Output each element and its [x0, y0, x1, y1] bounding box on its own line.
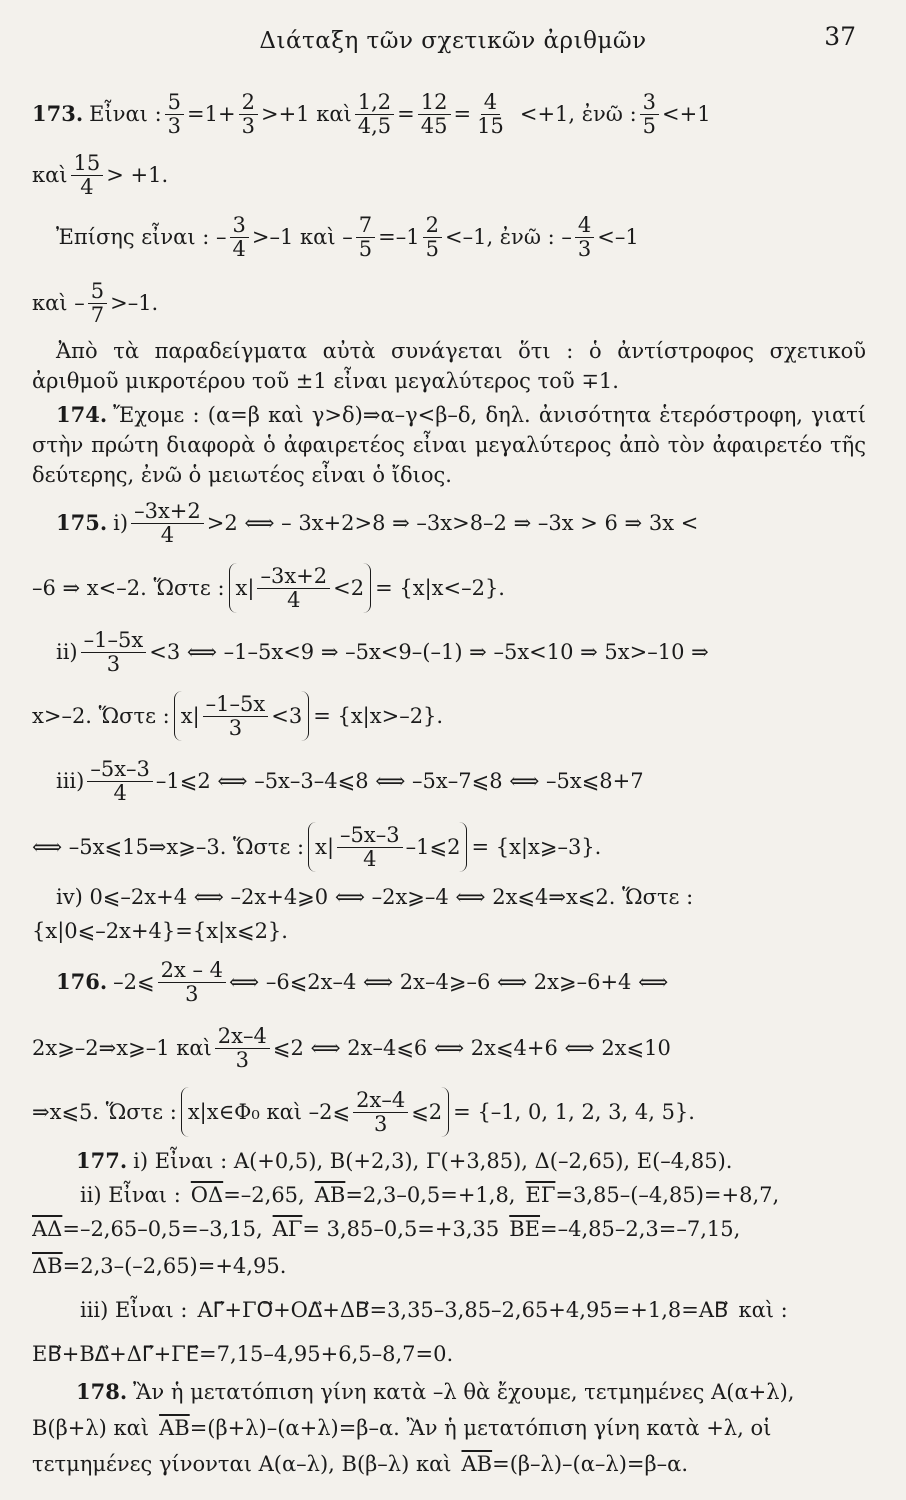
text-run: Εἶναι : [89, 101, 162, 126]
fraction: $\frac{12}{45}$ [418, 91, 451, 136]
fraction: $\frac{2x - 4}{3}$ [158, 959, 226, 1004]
exercise-178-line-3 [32, 1446, 866, 1482]
set-braces: x| $\frac{-5x-3}{4}$ –1⩽2 [308, 822, 467, 871]
text-run: –1⩽2 ⟺ –5x–3–4⩽8 ⟺ –5x–7⩽8 ⟺ –5x⩽8+7 [155, 768, 644, 793]
exercise-175-iv-line-1 [32, 880, 866, 914]
text-run: =1+ [187, 101, 236, 126]
exercise-175-ii-line-2 [32, 684, 866, 748]
exercise-175-iv-line-2 [32, 914, 866, 948]
fraction: $\frac{2}{5}$ [423, 214, 442, 259]
exercise-173-line-2 [32, 146, 866, 204]
item-label: i) [113, 510, 129, 535]
fraction: $\frac{1,2}{4,5}$ [355, 91, 394, 136]
exercise-173-line-3 [32, 204, 866, 270]
text-run: ⩽2 ⟺ 2x–4⩽6 ⟺ 2x⩽4+6 ⟺ 2x⩽10 [272, 1035, 671, 1060]
fraction: $\frac{-5x-3}{4}$ [87, 758, 153, 803]
exercise-177-ii-line-3 [32, 1246, 866, 1286]
segment-eg: $\overline{E\Gamma}$ [525, 1182, 556, 1207]
text-run: =(β–λ)–(α–λ)=β–α. [492, 1451, 689, 1476]
exercise-176-line-1 [32, 948, 866, 1016]
exercise-175-i-line-1 [32, 490, 866, 556]
fraction: $\frac{4}{15}$ [477, 90, 504, 138]
fraction: $\frac{3}{4}$ [230, 214, 249, 259]
fraction: $\frac{15}{4}$ [71, 152, 104, 197]
running-header-title: Διάταξη τῶν σχετικῶν ἀριθμῶν [259, 28, 647, 54]
text-run: <+1, ἐνῶ : [519, 101, 637, 126]
fraction: $\frac{-5x-3}{4}$ [337, 824, 403, 869]
fraction: $\frac{2x-4}{3}$ [353, 1089, 408, 1134]
exercise-number: 174. [56, 402, 108, 427]
text-run: >–1. [110, 290, 159, 315]
fraction: $\frac{-3x+2}{4}$ [131, 500, 204, 545]
fraction: $\frac{2x-4}{3}$ [215, 1025, 270, 1070]
segment-ab: $\overline{AB}$ [159, 1415, 190, 1440]
text-run: ⟺ –6⩽2x–4 ⟺ 2x–4⩾–6 ⟺ 2x⩾–6+4 ⟺ [229, 969, 669, 994]
text-run: iv) 0⩽–2x+4 ⟺ –2x+4⩾0 ⟺ –2x⩾–4 ⟺ 2x⩽4⇒x⩽2. Ὥστε : [56, 884, 694, 909]
segment-be: $\overline{BE}$ [509, 1216, 541, 1241]
text-run: ⟺ –5x⩽15⇒x⩾–3. Ὥστε : [32, 834, 305, 859]
exercise-175-iii-line-2 [32, 814, 866, 880]
text-run: =3,35–3,85–2,65+4,95=+1,8= [369, 1297, 699, 1322]
text-run: Ἐπίσης εἶναι : – [56, 224, 227, 249]
set-braces: x| $\frac{-3x+2}{4}$ <2 [229, 563, 372, 612]
exercise-176-line-2 [32, 1016, 866, 1080]
item-label: ii) [56, 639, 78, 664]
text-run: <–1, ἐνῶ : – [444, 224, 572, 249]
fraction: $\frac{5}{3}$ [165, 91, 184, 136]
exercise-number: 175. [56, 509, 108, 535]
text-run: =–2,65, [223, 1182, 305, 1207]
segment-ab: $\overline{AB}$ [314, 1182, 346, 1207]
text-run: =–4,85–2,3=–7,15, [540, 1216, 741, 1241]
text-run: = 3,85–0,5=+3,35 [302, 1216, 500, 1241]
exercise-number: 177. [76, 1147, 128, 1173]
text-run: τετμημένες γίνονται Α(α–λ), Β(β–λ) καὶ [32, 1451, 452, 1476]
text-run: καὶ – [32, 290, 85, 315]
item-label: iii) [56, 768, 85, 793]
text-run: =2,3–0,5=+1,8, [345, 1182, 516, 1207]
exercise-178-line-1 [32, 1374, 866, 1410]
exercise-177-iii-line-1 [32, 1286, 866, 1334]
segment-db: $\overline{\Delta B}$ [32, 1253, 63, 1278]
text-run: Ἂν ἡ μετατόπιση γίνη κατὰ –λ θὰ ἔχουμε, τετμημένες Α(α+λ), [133, 1379, 795, 1404]
exercise-173-conclusion: Ἀπὸ τὰ παραδείγματα αὐτὰ συνάγεται ὅτι : ὁ ἀντίστροφος σχετικοῦ ἀριθμοῦ μικροτέρου τοῦ ±1 εἶναι μεγαλύτερος τοῦ ∓1. [32, 339, 866, 393]
exercise-174-text: Ἔχομε : (α=β καὶ γ>δ)⇒α–γ<β–δ, δηλ. ἀνισότητα ἑτερόστροφη, γιατί στὴν πρώτη διαφορὰ ὁ ἀφαιρετέος εἶναι μεγαλύτερος ἀπὸ τὸν ἀφαιρετέο τῆς δεύτερης, ἐνῶ ὁ μειωτέος εἶναι ὁ ἴδιος. [32, 403, 866, 487]
exercise-177-iii-line-2 [32, 1334, 866, 1374]
vector-sum: ΕΒ⃗+ΒΔ⃗+ΔΓ⃗+ΓΕ⃗ [32, 1341, 200, 1366]
text-run: καὶ [32, 162, 68, 187]
text-run: >–1 καὶ – [251, 224, 353, 249]
fraction: $\frac{-1-5x}{3}$ [203, 693, 269, 738]
text-run: =3,85–(–4,85)=+8,7, [555, 1182, 780, 1207]
text-run: Β(β+λ) καὶ [32, 1415, 150, 1440]
text-run: i) Εἶναι : Α(+0,5), Β(+2,3), Γ(+3,85), Δ(–2,65), Ε(–4,85). [133, 1148, 733, 1173]
text-run: = [453, 101, 472, 126]
text-run: = {–1, 0, 1, 2, 3, 4, 5}. [453, 1099, 695, 1124]
text-run: = {x|x⩾–3}. [471, 834, 602, 859]
text-run: –2⩽ [113, 969, 155, 994]
text-run: = {x|x<–2}. [375, 575, 505, 600]
fraction: $\frac{2}{3}$ [239, 91, 258, 136]
segment-ag: $\overline{A\Gamma}$ [272, 1216, 303, 1241]
exercise-177-ii-line-1 [32, 1178, 866, 1212]
text-run: =–2,65–0,5=–3,15, [62, 1216, 263, 1241]
exercise-178-line-2 [32, 1410, 866, 1446]
exercise-176-line-3 [32, 1080, 866, 1144]
fraction: $\frac{7}{5}$ [356, 214, 375, 259]
text-run: =2,3–(–2,65)=+4,95. [62, 1253, 287, 1278]
page-number: 37 [824, 22, 856, 51]
text-run: <+1 [662, 101, 711, 126]
fraction: $\frac{-3x+2}{4}$ [257, 565, 330, 610]
text-run: = {x|x>–2}. [313, 703, 444, 728]
segment-ad: $\overline{A\Delta}$ [32, 1216, 63, 1241]
text-run: ⇒x⩽5. Ὥστε : [32, 1099, 177, 1124]
exercise-173-line-1 [32, 82, 866, 146]
vector-sum: ΑΓ⃗+ΓΟ⃗+ΟΔ⃗+ΔΒ⃗ [197, 1297, 370, 1322]
text-run: >+1 καὶ [260, 101, 352, 126]
text-run: {x|0⩽–2x+4}={x|x⩽2}. [32, 918, 288, 943]
text-run: >2 ⟺ – 3x+2>8 ⇒ –3x>8–2 ⇒ –3x > 6 ⇒ 3x < [206, 510, 699, 535]
exercise-175-i-line-2 [32, 556, 866, 620]
text-run: =–1 [378, 224, 420, 249]
page-content [32, 82, 866, 1482]
set-braces: x| $\frac{-1-5x}{3}$ <3 [174, 691, 309, 740]
text-run: 2x⩾–2⇒x⩾–1 καὶ [32, 1035, 212, 1060]
text-run: ii) Εἶναι : [80, 1182, 181, 1207]
exercise-175-ii-line-1 [32, 620, 866, 684]
exercise-number: 178. [76, 1378, 128, 1404]
text-run: <3 ⟺ –1–5x<9 ⇒ –5x<9–(–1) ⇒ –5x<10 ⇒ 5x>–10 ⇒ [149, 639, 709, 664]
text-run: –6 ⇒ x<–2. Ὥστε : [32, 575, 225, 600]
fraction: $\frac{-1-5x}{3}$ [81, 629, 147, 674]
segment-od: $\overline{O\Delta}$ [190, 1182, 224, 1207]
fraction: $\frac{5}{7}$ [88, 280, 107, 325]
text-run: καὶ : [738, 1297, 788, 1322]
exercise-177-ii-line-2 [32, 1212, 866, 1246]
text-run: x>–2. Ὥστε : [32, 703, 170, 728]
text-run: = [397, 101, 415, 126]
text-run: <–1 [597, 224, 639, 249]
exercise-177-i [32, 1144, 866, 1178]
exercise-175-iii-line-1 [32, 748, 866, 814]
segment-ab: $\overline{AB}$ [461, 1451, 493, 1476]
text-run: =7,15–4,95+6,5–8,7=0. [199, 1341, 454, 1366]
exercise-173-line-4 [32, 270, 866, 336]
vector-ab: ΑΒ⃗ [698, 1297, 729, 1322]
exercise-number: 173. [32, 100, 84, 126]
fraction: $\frac{3}{5}$ [640, 91, 659, 136]
text-run: =(β+λ)–(α+λ)=β–α. Ἂν ἡ μετατόπιση γίνη κατὰ +λ, οἱ [189, 1415, 772, 1440]
set-braces: x|x∈Φ₀ καὶ –2⩽ $\frac{2x-4}{3}$ ⩽2 [181, 1087, 449, 1136]
exercise-174 [32, 400, 866, 490]
text-run: > +1. [106, 162, 169, 187]
fraction: $\frac{4}{3}$ [575, 214, 594, 259]
text-run: iii) Εἶναι : [80, 1297, 188, 1322]
exercise-number: 176. [56, 968, 108, 994]
